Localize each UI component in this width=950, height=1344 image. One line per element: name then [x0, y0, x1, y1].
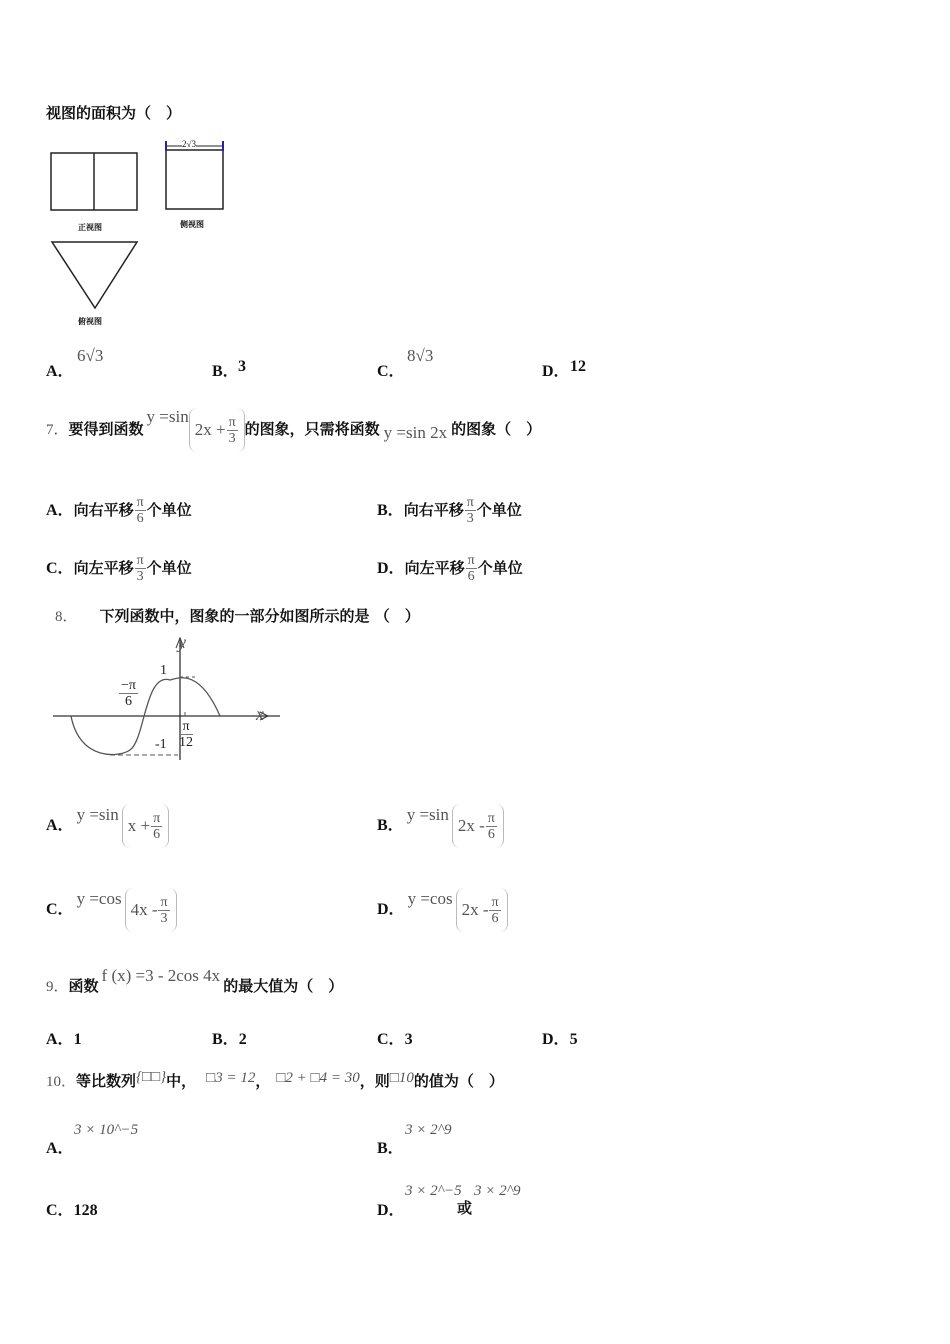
q7-options-2-dir: 向左平移 — [73, 559, 134, 577]
q7-options-2-den: 3 — [136, 569, 144, 584]
q8-options-3-num: π — [491, 894, 499, 910]
q7-options-0-den: 6 — [136, 511, 144, 526]
q8-options-2-den: 3 — [160, 910, 168, 926]
q10-option-d-label: D． — [377, 1202, 405, 1219]
q8-options-3-label: D． — [377, 901, 405, 918]
q8-number: 8． — [55, 609, 78, 625]
x-axis-label: x — [256, 704, 264, 724]
q8-options-1-lhs: y =sin — [406, 805, 449, 824]
q6-option-d-label: D． — [542, 363, 570, 380]
q7-option-a — [46, 490, 192, 531]
q7-options-1-den: 3 — [466, 511, 474, 526]
q7-func-den: 3 — [228, 430, 236, 446]
q10-stem — [46, 1068, 504, 1095]
q8-options-2-label: C． — [46, 901, 74, 918]
q7-options-3-label: D． — [377, 560, 405, 577]
q7-post: 的图象（ ） — [451, 420, 542, 438]
q7-options-1-label: B． — [377, 502, 404, 519]
q10-sep: ， — [255, 1072, 271, 1090]
q8-options-3-den: 6 — [491, 910, 499, 926]
q7-options-0-dir: 向右平移 — [73, 501, 134, 519]
q7-options-2-num: π — [136, 553, 144, 568]
q7-options-2-label: C． — [46, 560, 74, 577]
q6-option-a-label: A． — [46, 363, 74, 380]
side-view-caption: 侧视图 — [180, 220, 204, 229]
q8-options-3-lhs: y =cos — [407, 889, 453, 908]
q7-mid: 的图象，只需将函数 — [244, 420, 380, 438]
q6-option-c-label: C． — [377, 363, 405, 380]
q7-options-3-num: π — [467, 553, 475, 568]
q7-func-inner: 2x + — [194, 419, 226, 439]
q7-func2: y =sin 2x — [383, 423, 448, 442]
q8-options-1-inner: 2x - — [457, 815, 485, 835]
q9-options-0-value: 1 — [73, 1031, 82, 1048]
q8-options-0-label: A． — [46, 817, 74, 834]
q8-options-0-lhs: y =sin — [76, 805, 119, 824]
q9-option-b — [212, 1026, 247, 1049]
q9-option-a — [46, 1026, 82, 1049]
q8-graph-right-num: π — [179, 719, 193, 735]
q8-options-3-inner: 2x - — [461, 899, 489, 919]
q6-stem: 视图的面积为（ ） — [46, 104, 182, 122]
q10-sequence: {□□} — [136, 1069, 167, 1085]
q8-options-0-inner: x + — [127, 815, 151, 835]
q7-options-1-num: π — [466, 495, 474, 510]
q9-stem — [46, 966, 343, 1007]
q10-post: 的值为（ ） — [413, 1072, 504, 1090]
q9-options-3-label: D． — [542, 1031, 570, 1048]
q9-pre: 函数 — [68, 977, 99, 995]
q10-options-2-value: 128 — [73, 1202, 98, 1219]
q8-stem — [55, 605, 420, 626]
q7-options-0-label: A． — [46, 502, 74, 519]
q9-options-1-label: B． — [212, 1031, 239, 1048]
q10-mid1: 中， — [166, 1072, 197, 1090]
q10-option-d-value2: 3 × 2^9 — [474, 1183, 521, 1199]
q7-func-num: π — [228, 414, 236, 430]
q9-option-d — [542, 1026, 578, 1049]
q10-option-a-value: 3 × 10^−5 — [74, 1122, 139, 1138]
q9-options-0-label: A． — [46, 1031, 74, 1048]
q8-options-1-label: B． — [377, 817, 404, 834]
q8-options-0-den: 6 — [153, 826, 161, 842]
q10-condition-2: □2 + □4 = 30 — [276, 1070, 360, 1086]
q8-options-2-lhs: y =cos — [76, 889, 122, 908]
q7-number: 7． — [46, 422, 69, 438]
q8-options-1-num: π — [487, 810, 495, 826]
q6-option-b-value: 3 — [238, 358, 246, 375]
q8-options-2-inner: 4x - — [130, 899, 158, 919]
y-axis-label: y — [178, 632, 186, 652]
q7-option-b — [377, 490, 522, 531]
q9-number: 9． — [46, 979, 69, 995]
top-view-triangle — [52, 242, 137, 308]
q7-option-c — [46, 548, 192, 589]
q6-option-d-value: 12 — [570, 358, 586, 375]
q10-options-2-label: C． — [46, 1202, 74, 1219]
q7-options-3-dir: 向左平移 — [404, 559, 465, 577]
q9-options-1-value: 2 — [238, 1031, 247, 1048]
y-tick-neg1: -1 — [155, 737, 167, 752]
q8-option-c — [46, 884, 177, 935]
q6-option-c-value: 8√3 — [407, 346, 434, 365]
dimension-label: 2√3 — [182, 139, 196, 149]
q6-option-a-value: 6√3 — [77, 346, 104, 365]
q10-number: 10． — [46, 1074, 77, 1090]
q8-stem: 下列函数中，图象的一部分如图所示的是 （ ） — [99, 607, 420, 625]
q8-graph-left-den: 6 — [124, 694, 132, 709]
x-tick-pi-12 — [178, 719, 194, 750]
y-tick-1: 1 — [160, 663, 167, 678]
q7-options-0-unit: 个单位 — [146, 501, 192, 519]
q10-option-b-label: B． — [377, 1140, 404, 1157]
q10-option-a-label: A． — [46, 1140, 74, 1157]
q9-func: f (x) =3 - 2cos 4x — [101, 966, 221, 985]
q8-option-a — [46, 800, 169, 851]
q9-options-3-value: 5 — [569, 1031, 578, 1048]
side-view-rect — [166, 150, 223, 209]
q10-option-b-value: 3 × 2^9 — [405, 1122, 452, 1138]
q7-options-2-unit: 个单位 — [146, 559, 192, 577]
q10-pre: 等比数列 — [76, 1072, 137, 1090]
q10-option-d-value1: 3 × 2^−5 — [405, 1183, 462, 1199]
q8-options-1-den: 6 — [487, 826, 495, 842]
q10-condition-1: □3 = 12 — [206, 1070, 256, 1086]
q7-options-0-num: π — [136, 495, 144, 510]
q9-options-2-label: C． — [377, 1031, 405, 1048]
q8-option-b — [377, 800, 504, 851]
top-view-caption: 俯视图 — [78, 317, 102, 326]
q7-func-lhs: y =sin — [146, 407, 189, 426]
q8-graph-left-num: −π — [121, 678, 136, 693]
q10-option-c — [46, 1197, 98, 1220]
q7-func-paren — [189, 408, 245, 452]
q8-option-d — [377, 884, 508, 935]
q9-options-2-value: 3 — [404, 1031, 413, 1048]
three-view-figure — [45, 138, 235, 333]
q10-mid2: ，则 — [359, 1072, 390, 1090]
q10-option-d-or: 或 — [457, 1199, 473, 1217]
q8-graph-right-den: 12 — [179, 735, 193, 750]
front-view-caption: 正视图 — [78, 223, 102, 232]
q7-stem — [46, 404, 541, 455]
q9-option-c — [377, 1026, 413, 1049]
q7-options-1-dir: 向右平移 — [403, 501, 464, 519]
q6-option-b-label: B． — [212, 363, 239, 380]
x-tick-neg-pi-6 — [118, 678, 139, 709]
q9-post: 的最大值为（ ） — [223, 977, 344, 995]
q8-options-0-num: π — [153, 810, 161, 826]
q7-options-1-unit: 个单位 — [476, 501, 522, 519]
q7-options-3-unit: 个单位 — [477, 559, 523, 577]
q7-pre: 要得到函数 — [68, 420, 144, 438]
q10-target: □10 — [389, 1070, 414, 1086]
q8-options-2-num: π — [160, 894, 168, 910]
q7-options-3-den: 6 — [467, 569, 475, 584]
q7-option-d — [377, 548, 523, 589]
